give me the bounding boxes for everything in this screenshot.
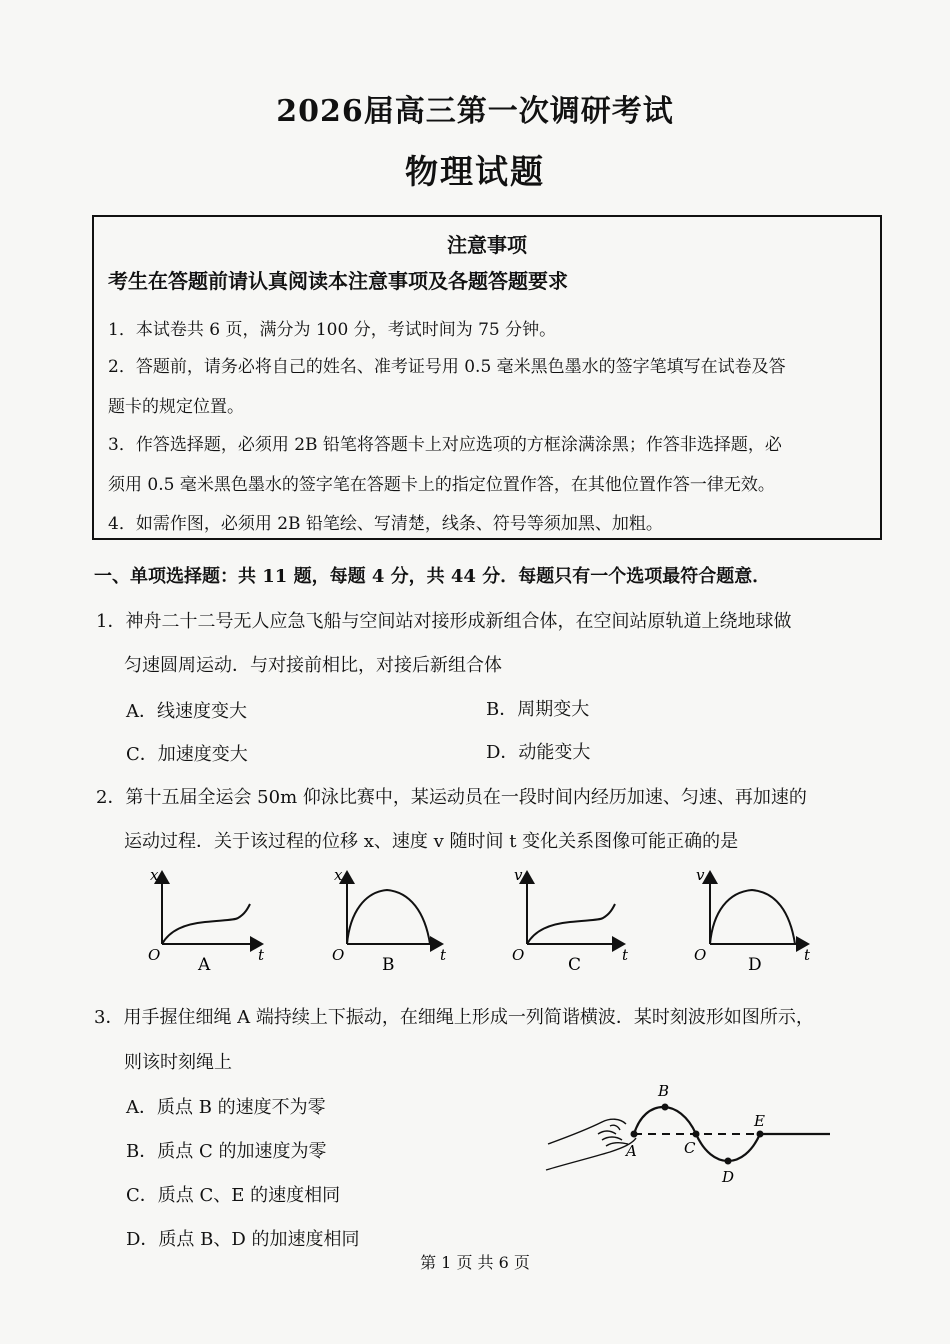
graph-a-label: A — [198, 955, 211, 975]
graph-a-x-label: t — [258, 946, 265, 964]
notice-line-2: 2．答题前，请务必将自己的姓名、准考证号用 0.5 毫米黑色墨水的签字笔填写在试卷及答 — [108, 357, 786, 377]
q2-line2: 运动过程．关于该过程的位移 x、速度 v 随时间 t 变化关系图像可能正确的是 — [124, 831, 739, 852]
graph-c-label: C — [568, 955, 582, 975]
point-d — [725, 1158, 732, 1165]
graph-d-label: D — [748, 955, 762, 975]
graph-a — [148, 866, 265, 975]
graph-a-origin: O — [148, 946, 161, 964]
graph-d-y-label: v — [696, 866, 705, 884]
q2-graphs — [140, 860, 860, 980]
page-number: 第 1 页 共 6 页 — [420, 1253, 530, 1272]
point-b — [662, 1104, 669, 1111]
q3-option-c: C．质点 C、E 的速度相同 — [126, 1185, 341, 1206]
q1-line1: 1．神舟二十二号无人应急飞船与空间站对接形成新组合体，在空间站原轨道上绕地球做 — [96, 611, 792, 632]
notice-subtitle: 考生在答题前请认真阅读本注意事项及各题答题要求 — [108, 269, 568, 293]
graph-c-curve — [527, 904, 615, 944]
exam-title: 2026届高三第一次调研考试 — [276, 94, 674, 129]
graph-b-label: B — [382, 955, 395, 975]
graph-c-x-label: t — [622, 946, 629, 964]
point-d-label: D — [722, 1168, 735, 1186]
q3-line2: 则该时刻绳上 — [124, 1052, 232, 1073]
q2-line1: 2．第十五届全运会 50m 仰泳比赛中，某运动员在一段时间内经历加速、匀速、再加速的 — [96, 787, 807, 808]
notice-line-4: 4．如需作图，必须用 2B 铅笔绘、写清楚，线条、符号等须加黑、加粗。 — [108, 514, 663, 534]
graph-b-origin: O — [332, 946, 345, 964]
notice-line-2-cont: 题卡的规定位置。 — [108, 397, 244, 417]
notice-box — [92, 215, 882, 540]
hand-illustration — [546, 1119, 636, 1170]
graph-c — [512, 866, 629, 975]
q3-option-d: D．质点 B、D 的加速度相同 — [126, 1229, 360, 1250]
q1-option-b: B．周期变大 — [486, 699, 590, 720]
graph-b-curve — [347, 890, 430, 944]
notice-line-3-cont: 须用 0.5 毫米黑色墨水的签字笔在答题卡上的指定位置作答，在其他位置作答一律无效。 — [108, 475, 775, 495]
point-c-label: C — [684, 1139, 696, 1157]
graph-c-y-label: v — [514, 866, 523, 884]
notice-title: 注意事项 — [447, 233, 527, 257]
graph-b-x-label: t — [440, 946, 447, 964]
graph-a-curve — [162, 904, 250, 944]
graph-d-origin: O — [694, 946, 707, 964]
graph-c-origin: O — [512, 946, 525, 964]
graph-b — [332, 866, 447, 975]
graph-a-y-label: x — [150, 866, 159, 884]
q1-option-d: D．动能变大 — [486, 742, 591, 763]
point-b-label: B — [658, 1082, 670, 1100]
q1-line2: 匀速圆周运动．与对接前相比，对接后新组合体 — [124, 655, 502, 676]
graph-d-x-label: t — [804, 946, 811, 964]
q3-option-b: B．质点 C 的加速度为零 — [126, 1141, 327, 1162]
section-heading: 一、单项选择题：共 11 题，每题 4 分，共 44 分．每题只有一个选项最符合题意． — [94, 566, 771, 587]
point-c — [693, 1131, 700, 1138]
q3-wave-figure — [540, 1078, 840, 1188]
subject-title: 物理试题 — [405, 152, 545, 191]
q1-option-c: C．加速度变大 — [126, 744, 248, 765]
point-e — [757, 1131, 764, 1138]
point-a — [631, 1131, 638, 1138]
graph-d-curve — [710, 890, 795, 944]
graph-b-y-label: x — [334, 866, 343, 884]
q1-option-a: A．线速度变大 — [126, 701, 247, 722]
notice-line-3: 3．作答选择题，必须用 2B 铅笔将答题卡上对应选项的方框涂满涂黑；作答非选择题，必 — [108, 435, 782, 455]
graph-d — [694, 866, 811, 975]
point-a-label: A — [626, 1142, 637, 1160]
q3-line1: 3．用手握住细绳 A 端持续上下振动，在细绳上形成一列简谐横波．某时刻波形如图所示， — [94, 1007, 814, 1028]
point-e-label: E — [754, 1112, 765, 1130]
q3-option-a: A．质点 B 的速度不为零 — [126, 1097, 326, 1118]
notice-line-1: 1．本试卷共 6 页，满分为 100 分，考试时间为 75 分钟。 — [108, 320, 557, 340]
